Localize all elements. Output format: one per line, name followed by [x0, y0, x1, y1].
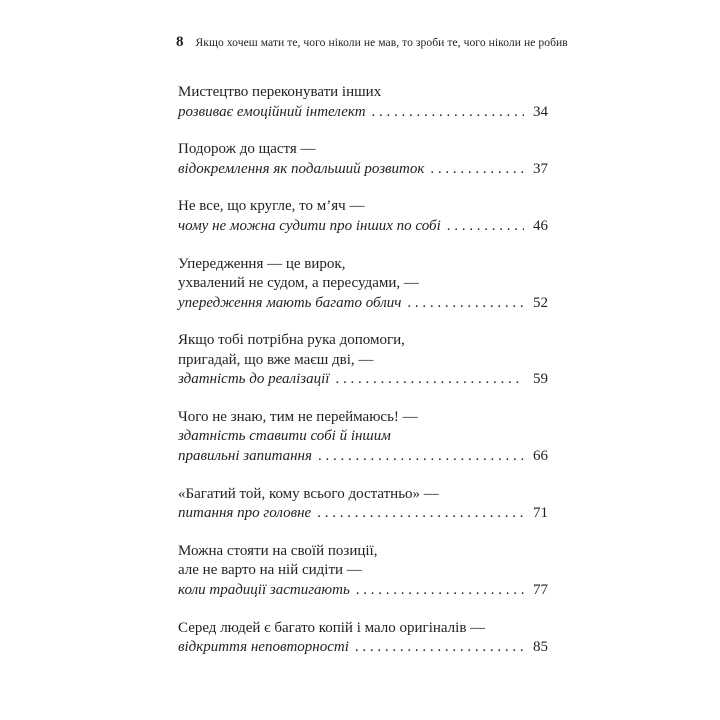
toc-entry-title: Мистецтво переконувати інших	[178, 84, 382, 100]
toc-entry-subtitle: чому не можна судити про інших по собі	[178, 217, 441, 234]
dot-leader	[356, 581, 524, 601]
toc-entry-page: 34	[533, 103, 548, 120]
toc-entry-title: Чого не знаю, тим не переймаюсь! —	[178, 408, 418, 425]
toc-entry[interactable]	[178, 331, 548, 390]
toc-entry-subtitle: розвиває емоційний інтелект	[178, 103, 366, 120]
toc-entry-page: 52	[533, 294, 548, 311]
dot-leader	[407, 294, 524, 314]
toc-entry-title: Не все, що кругле, то м’яч —	[178, 198, 365, 215]
toc-entry-last-line	[178, 581, 548, 601]
toc-entry-title: пригадай, що вже маєш дві, —	[178, 351, 374, 368]
toc-entry-last-line	[178, 160, 548, 180]
toc-entry[interactable]	[178, 140, 548, 179]
toc-entry-subtitle: здатність ставити собі й іншим	[178, 428, 391, 445]
toc-entry-title: Подорож до щастя —	[178, 141, 316, 158]
toc-entry-page: 85	[533, 639, 548, 655]
dot-leader	[355, 638, 524, 658]
toc-entry-last-line	[178, 638, 548, 658]
toc-entry-subtitle: здатність до реалізації	[178, 371, 330, 388]
toc-entry[interactable]	[178, 408, 548, 467]
toc-entry-last-line	[178, 504, 548, 524]
toc-entry-last-line	[178, 103, 548, 123]
toc-entry-last-line	[178, 447, 548, 467]
toc-entry-page: 77	[533, 581, 548, 598]
toc-entry-page: 37	[533, 160, 548, 177]
toc-entry[interactable]	[178, 197, 548, 236]
toc-entry-subtitle: відкриття неповторності	[178, 639, 349, 655]
toc-entry-last-line	[178, 370, 548, 390]
dot-leader	[317, 504, 524, 524]
toc-entry-last-line	[178, 294, 548, 314]
toc-entry[interactable]	[178, 619, 548, 658]
running-header	[176, 34, 568, 54]
toc-entry-subtitle: правильні запитання	[178, 447, 312, 464]
toc-entry-title: Серед людей є багато копій і мало оригіналів —	[178, 619, 486, 636]
toc-entry-page: 66	[533, 447, 548, 464]
toc-entry-title: але не варто на ній сидіти —	[178, 562, 362, 579]
dot-leader	[430, 160, 524, 180]
toc-entry-title: Упередження — це вирок,	[178, 255, 346, 272]
dot-leader	[372, 103, 524, 123]
toc-entry[interactable]	[178, 485, 548, 524]
toc-entry[interactable]	[178, 255, 548, 314]
table-of-contents	[178, 83, 548, 658]
toc-entry-title: Можна стояти на своїй позиції,	[178, 542, 378, 559]
toc-entry-title: «Багатий той, кому всього достатньо» —	[178, 485, 439, 502]
toc-entry-subtitle: упередження мають багато облич	[178, 294, 402, 311]
toc-entry-title: ухвалений не судом, а пересудами, —	[178, 275, 419, 292]
toc-entry-subtitle: коли традиції застигають	[178, 581, 350, 598]
running-title: Якщо хочеш мати те, чого ніколи не мав, то зроби те, чого ніколи не робив	[195, 36, 568, 49]
toc-entry-title: Якщо тобі потрібна рука допомоги,	[178, 332, 405, 349]
toc-entry-page: 71	[533, 505, 548, 522]
dot-leader	[318, 447, 524, 467]
page-number: 8	[176, 34, 184, 50]
toc-entry[interactable]	[178, 83, 548, 122]
toc-entry-page: 59	[533, 371, 548, 388]
toc-entry-last-line	[178, 217, 548, 237]
dot-leader	[447, 217, 524, 237]
toc-entry[interactable]	[178, 542, 548, 601]
toc-entry-subtitle: відокремлення як подальший розвиток	[178, 160, 425, 177]
dot-leader	[335, 370, 524, 390]
toc-entry-page: 46	[533, 217, 548, 234]
toc-entry-subtitle: питання про головне	[178, 505, 312, 522]
